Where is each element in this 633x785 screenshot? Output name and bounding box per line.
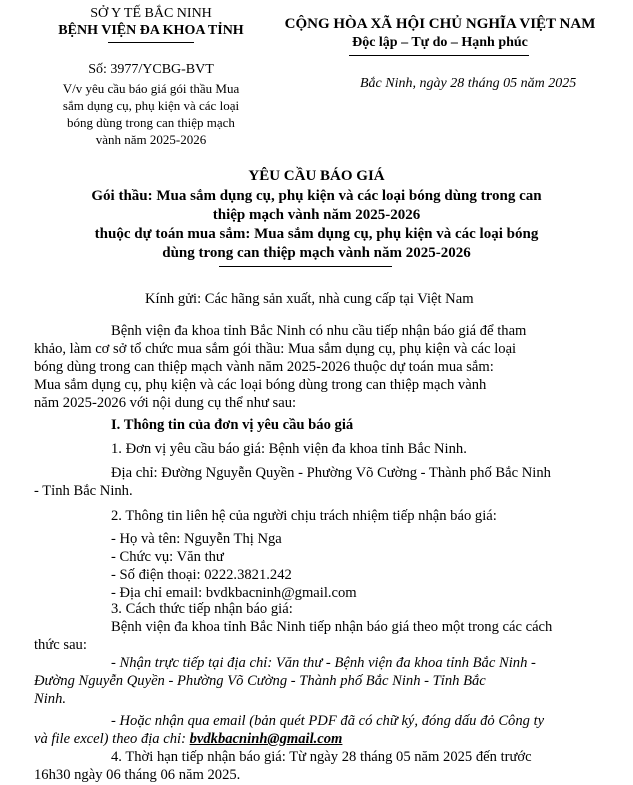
- intro-line: Bệnh viện đa khoa tỉnh Bắc Ninh có nhu cầu tiếp nhận báo giá để tham: [111, 323, 527, 339]
- header-right-underline: [349, 55, 529, 56]
- title-line: thiệp mạch vành năm 2025-2026: [212, 207, 421, 223]
- method-email-prefix: và file excel) theo địa chỉ:: [34, 731, 190, 747]
- package-title: [0, 187, 633, 263]
- method-direct: - Nhận trực tiếp tại địa chỉ: Văn thư - Bệnh viện đa khoa tỉnh Bắc Ninh -: [111, 655, 536, 671]
- email-link[interactable]: bvdkbacninh@gmail.com: [189, 731, 343, 747]
- issuing-authority: SỞ Y TẾ BẮC NINH: [90, 6, 212, 21]
- deadline: 4. Thời hạn tiếp nhận báo giá: Từ ngày 28 tháng 05 năm 2025 đến trước: [111, 749, 532, 765]
- section-heading: I. Thông tin của đơn vị yêu cầu báo giá: [111, 417, 354, 433]
- address-line: Địa chỉ: Đường Nguyễn Quyền - Phường Võ Cường - Thành phố Bắc Ninh: [111, 465, 551, 481]
- intro-line: năm 2025-2026 với nội dung cụ thể như sau:: [34, 395, 297, 411]
- requesting-unit: 1. Đơn vị yêu cầu báo giá: Bệnh viện đa khoa tỉnh Bắc Ninh.: [111, 441, 467, 457]
- intro-line: Mua sắm dụng cụ, phụ kiện và các loại bóng dùng trong can thiệp mạch vành: [34, 377, 487, 393]
- contact-name: - Họ và tên: Nguyễn Thị Nga: [111, 531, 282, 547]
- title-line: thuộc dự toán mua sắm: Mua sắm dụng cụ, phụ kiện và các loại bóng: [94, 226, 539, 242]
- subject-line: sắm dụng cụ, phụ kiện và các loại: [62, 98, 240, 113]
- subject-line: bóng dùng trong can thiệp mạch: [67, 115, 235, 130]
- deadline: 16h30 ngày 06 tháng 06 năm 2025.: [34, 767, 241, 783]
- contact-position: - Chức vụ: Văn thư: [111, 549, 224, 565]
- intro-line: khảo, làm cơ sở tổ chức mua sắm gói thầu: Mua sắm dụng cụ, phụ kiện và các loại: [34, 341, 517, 357]
- receipt-method-heading: 3. Cách thức tiếp nhận báo giá:: [111, 601, 293, 617]
- method-direct: Ninh.: [34, 691, 67, 707]
- title-line: Gói thầu: Mua sắm dụng cụ, phụ kiện và các loại bóng dùng trong can: [91, 188, 542, 204]
- document-number: Số: 3977/YCBG-BVT: [88, 62, 214, 77]
- contact-email: - Địa chỉ email: bvdkbacninh@gmail.com: [111, 585, 357, 601]
- title-underline: [219, 266, 392, 267]
- title-line: dùng trong can thiệp mạch vành năm 2025-2026: [162, 245, 471, 261]
- subject-line: V/v yêu cầu báo giá gói thầu Mua: [62, 81, 240, 96]
- contact-phone: - Số điện thoại: 0222.3821.242: [111, 567, 292, 583]
- receipt-method-desc: thức sau:: [34, 637, 87, 653]
- method-email-line: [34, 731, 342, 748]
- document-title: YÊU CẦU BÁO GIÁ: [248, 168, 385, 184]
- place-and-date: Bắc Ninh, ngày 28 tháng 05 năm 2025: [360, 76, 577, 91]
- method-direct: Đường Nguyễn Quyền - Phường Võ Cường - Thành phố Bắc Ninh - Tỉnh Bắc: [34, 673, 486, 689]
- address-line: - Tỉnh Bắc Ninh.: [34, 483, 133, 499]
- national-motto: Độc lập – Tự do – Hạnh phúc: [352, 35, 528, 50]
- contact-heading: 2. Thông tin liên hệ của người chịu trách nhiệm tiếp nhận báo giá:: [111, 508, 497, 524]
- intro-line: bóng dùng trong can thiệp mạch vành năm 2025-2026 thuộc dự toán mua sắm:: [34, 359, 494, 375]
- recipient-line: Kính gửi: Các hãng sản xuất, nhà cung cấp tại Việt Nam: [145, 291, 474, 307]
- organization-name: BỆNH VIỆN ĐA KHOA TỈNH: [58, 23, 244, 38]
- receipt-method-desc: Bệnh viện đa khoa tỉnh Bắc Ninh tiếp nhận báo giá theo một trong các cách: [111, 619, 553, 635]
- document-subject: [34, 80, 268, 148]
- header-left-underline: [108, 42, 194, 43]
- method-email: - Hoặc nhận qua email (bản quét PDF đã có chữ ký, đóng dấu đỏ Công ty: [111, 713, 545, 729]
- national-title: CỘNG HÒA XÃ HỘI CHỦ NGHĨA VIỆT NAM: [284, 16, 596, 32]
- subject-line: vành năm 2025-2026: [95, 132, 207, 147]
